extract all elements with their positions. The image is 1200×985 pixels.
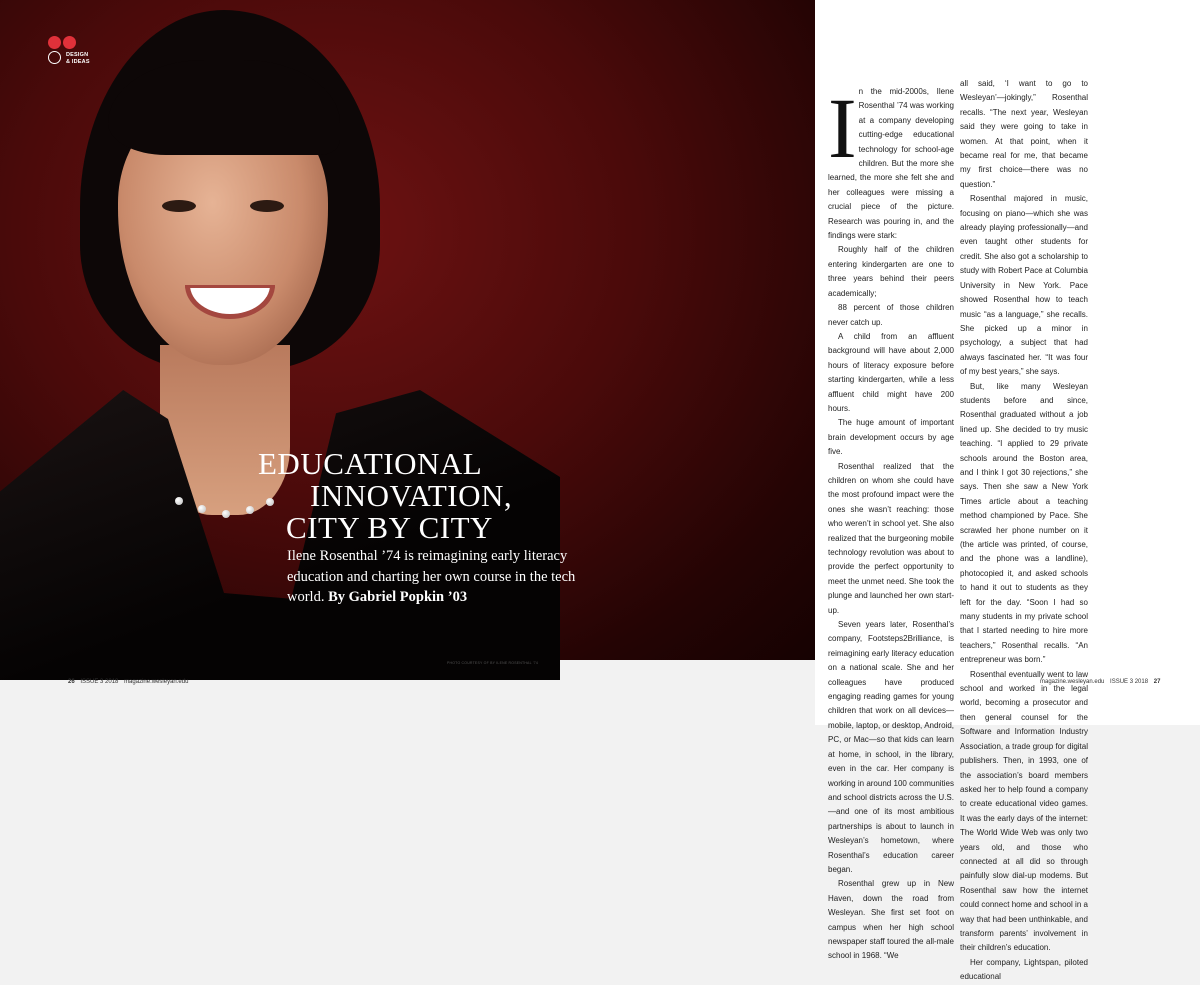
paragraph: A child from an affluent background will have about 2,000 hours of literacy exposure before starting kindergarten, while a less affluent child might have 200 hours. — [828, 331, 954, 413]
headline-line: INNOVATION, — [310, 478, 513, 513]
folio-right — [1040, 679, 1164, 685]
paragraph: But, like many Wesleyan students before and since, Rosenthal graduated without a job lined up. She decided to try music teaching. “I applied to 29 private schools around the Boston area, and I think I got 30 rejections,” she says. Then she saw a New York Times article about a teaching method championed by Pace. She scrawled her phone number on it (the article was printed, of course, and the phone was a landline), photocopied it, and asked schools to hand it out to students as they left for the day. “Soon I had so many students in my private school that I started needing to hire more teachers,” Rosenthal recalls. “An entrepreneur was born.” — [960, 381, 1088, 665]
logo-dot-icon — [63, 36, 76, 49]
paragraph: Roughly half of the children entering kindergarten are one to three years behind their peers academically; — [828, 245, 954, 298]
logo-ring-icon — [48, 51, 61, 64]
page-number: 26 — [68, 679, 75, 685]
paragraph: Her company, Lightspan, piloted educational — [960, 957, 1088, 982]
paragraph: Rosenthal grew up in New Haven, down the road from Wesleyan. She first set foot on campus when her high school newspaper staff toured the all-male school in 1968. “We — [828, 879, 954, 961]
photo-credit: PHOTO COURTESY OF BY ILENE ROSENTHAL ’74 — [447, 661, 539, 665]
drop-cap: I — [828, 80, 857, 176]
cover-photo — [0, 0, 815, 660]
paragraph: all said, ‘I want to go to Wesleyan’—jokingly,” Rosenthal recalls. “The next year, Wesleyan said they were going to take in women. At that point, when it became real for me, that became my first choice—there was no question.” — [960, 79, 1088, 189]
article-column-2 — [960, 77, 1088, 985]
portrait-eye-left — [162, 200, 196, 212]
section-label: DESIGN & IDEAS — [66, 52, 90, 65]
portrait-bangs — [108, 60, 340, 155]
site-url: magazine.wesleyan.edu — [124, 679, 189, 685]
pearl-necklace-bead — [246, 506, 254, 514]
logo-dot-icon — [48, 36, 61, 49]
paragraph: Rosenthal majored in music, focusing on piano—which she was already playing professionally—and even taught other students for credit. She also got a scholarship to study with Robert Pace at Columbia University in New York. Pace showed Rosenthal how to teach music “as a language,” she recalls. She picked up a minor in psychology, a subject that had always fascinated her. “It was four of my best years,” she says. — [960, 194, 1088, 377]
headline-line: CITY BY CITY — [286, 510, 493, 545]
paragraph: Rosenthal realized that the children on whom she could have the most profound impact were the ones she wasn’t reaching: those who weren’t in school yet. She also realized that the burgeoning mobile technology revolution was about to provide the perfect opportunity to meet the unmet need. She took the plunge and launched her own start-up. — [828, 461, 954, 615]
page-number: 27 — [1153, 679, 1161, 685]
issue-label: ISSUE 3 2018 — [80, 679, 119, 685]
headline — [258, 448, 512, 544]
paragraph: Seven years later, Rosenthal’s company, Footsteps2Brilliance, is reimagining early literacy education on a national scale. She and her colleagues have produced engaging reading games for young children that work on all devices—mobile, laptop, or desktop, Android, PC, or Mac—so that kids can learn at home, in school, in the library, even in the car. Her company is working in around 100 communities and school districts across the U.S.—and one of its most ambitious partnerships is about to launch in Wesleyan’s hometown, where Rosenthal’s education career began. — [828, 620, 954, 874]
article-column-1 — [828, 80, 954, 964]
site-url: magazine.wesleyan.edu — [1040, 679, 1105, 685]
paragraph: 88 percent of those children never catch up. — [828, 303, 954, 327]
paragraph: n the mid-2000s, Ilene Rosenthal ’74 was working at a company developing cutting-edge educational technology for school-age children. But the more she learned, the more she felt she and her colleagues were missing a crucial piece of the picture. Research was pouring in, and the findings were stark: — [828, 87, 954, 241]
byline: By Gabriel Popkin ’03 — [328, 589, 468, 605]
paragraph: Rosenthal eventually went to law school and worked in the legal world, becoming a prosecutor and then general counsel for the Software and Information Industry Association, a trade group for digital publishers. Then, in 1993, one of the association’s board members asked her to help found a company to create educational video games. It was the early days of the internet: The World Wide Web was only two years old, and those who connected at all did so through painfully slow dial-up modems. But Rosenthal saw how the internet could connect home and school in a way that had been unthinkable, and transform parents’ involvement in their children’s education. — [960, 669, 1088, 953]
pearl-necklace-bead — [198, 505, 206, 513]
paragraph: The huge amount of important brain development occurs by age five. — [828, 418, 954, 457]
dek — [287, 546, 587, 608]
folio-left — [68, 679, 188, 685]
dek-text: Ilene Rosenthal ’74 is reimagining early literacy education and charting her own course in the tech world. — [287, 548, 576, 605]
headline-line: EDUCATIONAL — [258, 446, 483, 481]
pearl-necklace-bead — [175, 497, 183, 505]
issue-label: ISSUE 3 2018 — [1110, 679, 1149, 685]
pearl-necklace-bead — [222, 510, 230, 518]
portrait-eye-right — [250, 200, 284, 212]
